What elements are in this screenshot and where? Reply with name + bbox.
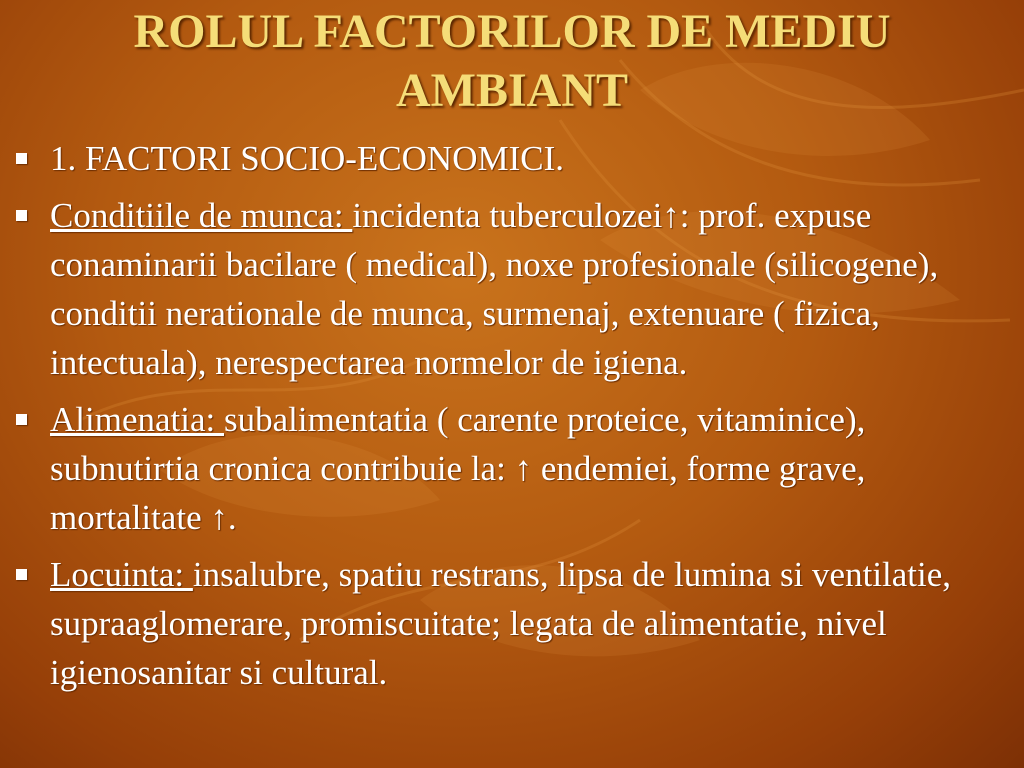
bullet-text: incidenta tuberculozei↑: prof. expuse conaminarii bacilare ( medical), noxe profesionale (silicogene), conditii nerationale de munca, surmenaj, extenuare ( fizica, intectuala), nerespectarea normelor de igiena.	[50, 196, 939, 382]
square-bullet-icon	[16, 414, 27, 425]
square-bullet-icon	[16, 153, 27, 164]
bullet-text: 1. FACTORI SOCIO-ECONOMICI.	[50, 139, 565, 178]
bullet-text: subalimentatia ( carente proteice, vitaminice), subnutirtia cronica contribuie la: ↑ endemiei, forme grave, mortalitate ↑.	[50, 400, 866, 537]
bullet-item	[14, 134, 1004, 183]
bullet-text: insalubre, spatiu restrans, lipsa de lumina si ventilatie, supraaglomerare, promiscuitate; legata de alimentatie, nivel igienosanitar si cultural.	[50, 555, 952, 692]
bullet-lead: Alimenatia:	[50, 400, 224, 439]
bullet-item	[14, 395, 1004, 542]
bullet-item	[14, 550, 1004, 697]
bullet-lead: Locuinta:	[50, 555, 193, 594]
square-bullet-icon	[16, 210, 27, 221]
slide-title: ROLUL FACTORILOR DE MEDIU AMBIANT	[133, 5, 891, 117]
bullet-list	[14, 134, 1004, 705]
square-bullet-icon	[16, 569, 27, 580]
bullet-item	[14, 191, 1004, 387]
bullet-lead: Conditiile de munca:	[50, 196, 353, 235]
